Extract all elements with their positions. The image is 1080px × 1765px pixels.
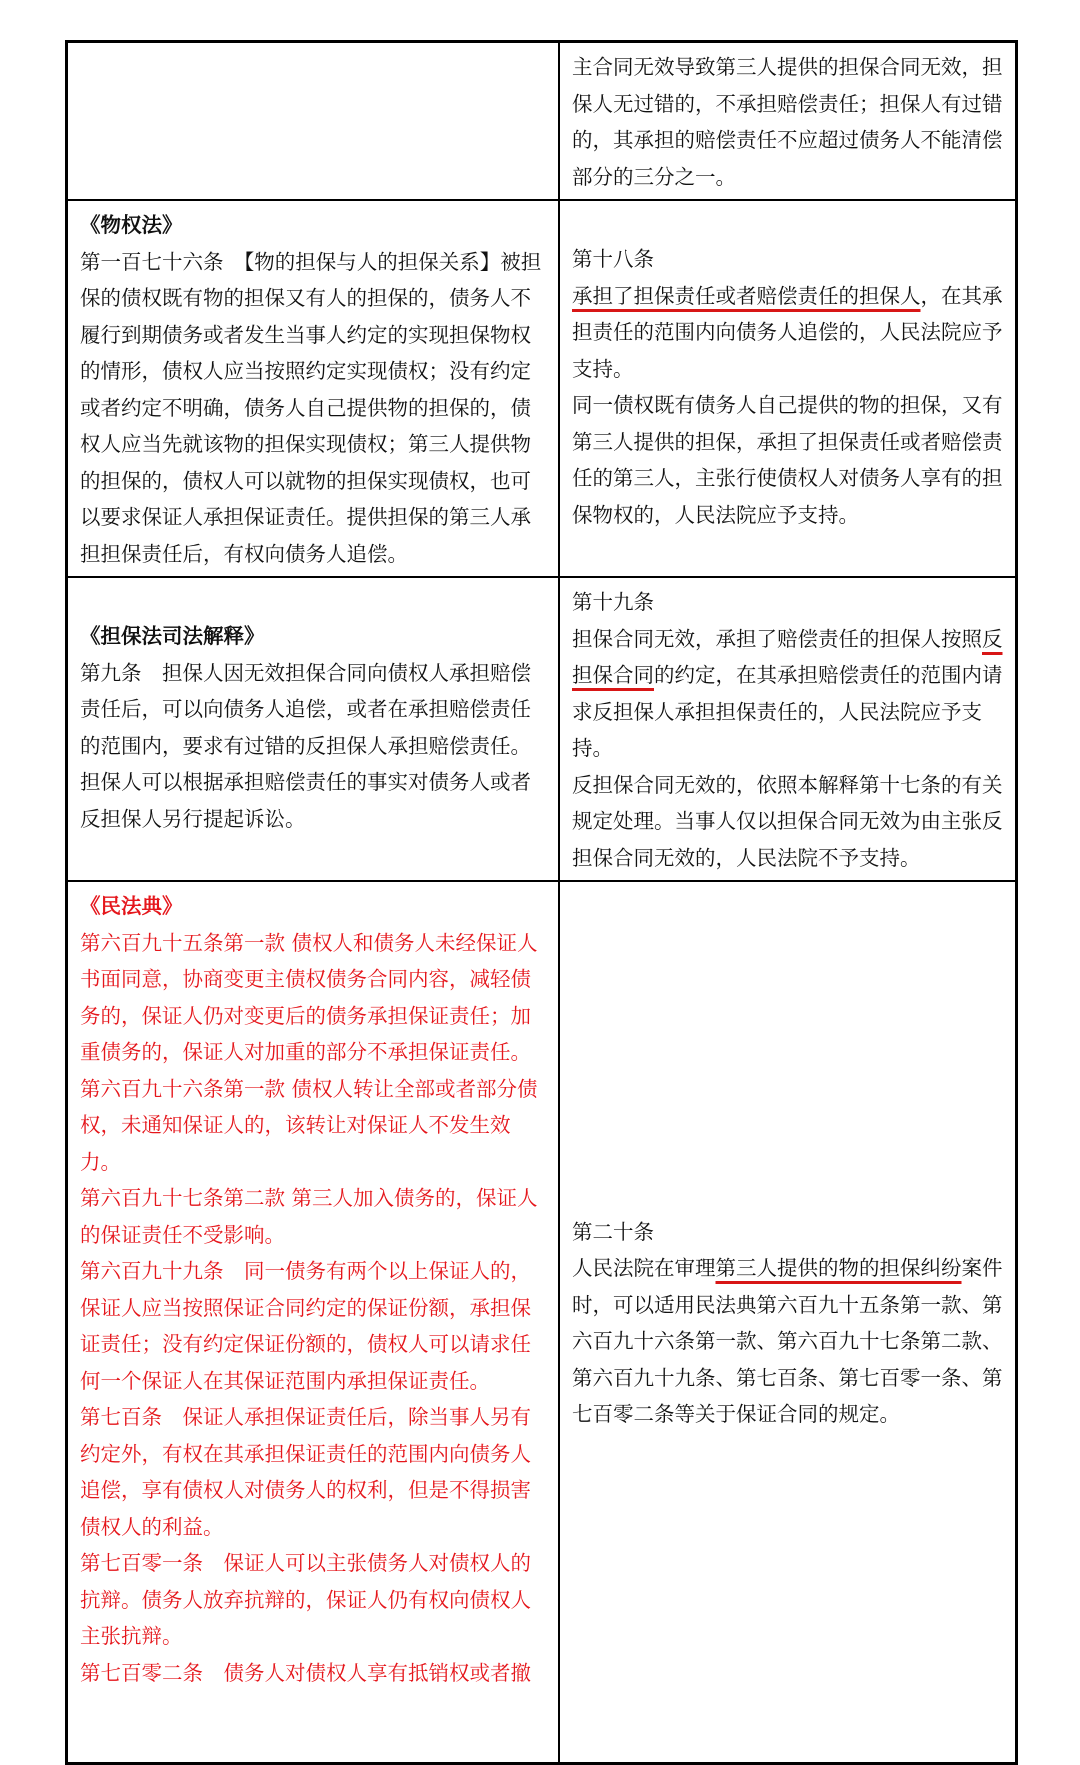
- text-span: 担保合同无效，承担了赔偿责任的担保人按照: [572, 626, 982, 651]
- paragraph: 第七百零一条 保证人可以主张债务人对债权人的抗辩。债务人放弃抗辩的，保证人仍有权向债权人主张抗辩。: [80, 1551, 531, 1648]
- paragraph: 第七百条 保证人承担保证责任后，除当事人另有约定外，有权在其承担保证责任的范围内向债务人追偿，享有债权人对债务人的权利，但是不得损害债权人的利益。: [80, 1405, 531, 1539]
- text-span: 人民法院在审理: [572, 1256, 716, 1280]
- left-cell-empty: [67, 42, 559, 200]
- right-cell: [559, 200, 1016, 577]
- paragraph: 第六百九十七条第二款 第三人加入债务的，保证人的保证责任不受影响。: [80, 1186, 538, 1247]
- table-row: [67, 42, 1016, 200]
- section-title: 《民法典》: [80, 894, 183, 918]
- section-title: 《担保法司法解释》: [80, 624, 265, 648]
- paragraph: 第九条 担保人因无效担保合同向债权人承担赔偿责任后，可以向债务人追偿，或者在承担赔偿责任的范围内，要求有过错的反担保人承担赔偿责任。: [80, 660, 531, 758]
- paragraph: 担保人可以根据承担赔偿责任的事实对债务人或者反担保人另行提起诉讼。: [80, 770, 531, 831]
- paragraph: [572, 621, 1003, 767]
- article-heading: 第十八条: [572, 247, 654, 271]
- paragraph: 主合同无效导致第三人提供的担保合同无效，担保人无过错的，不承担赔偿责任；担保人有过错的，其承担的赔偿责任不应超过债务人不能清偿部分的三分之一。: [572, 55, 1003, 189]
- paragraph: 第七百零二条 债务人对债权人享有抵销权或者撤: [80, 1660, 531, 1685]
- right-cell: [559, 577, 1016, 881]
- left-cell: [67, 577, 559, 881]
- right-cell: [559, 881, 1016, 1763]
- section-title: 《物权法》: [80, 213, 183, 237]
- comparison-table: [65, 40, 1018, 1765]
- underlined-phrase: 承担了担保责任或者赔偿责任的担保人: [572, 283, 921, 308]
- right-cell: [559, 42, 1016, 200]
- article-heading: 第十九条: [572, 590, 654, 614]
- paragraph: [572, 1250, 1003, 1433]
- underlined-phrase: 第三人提供的物的担保纠纷: [715, 1256, 962, 1280]
- article-heading: 第二十条: [572, 1219, 654, 1244]
- text-span: 的约定，在其承担赔偿责任的范围内请求反担保人承担担保责任的，人民法院应予支持。: [572, 663, 1003, 760]
- text-span: ，在其承担责任的范围内向债务人追偿的，人民法院应予支持。: [572, 283, 1003, 381]
- paragraph: 第六百九十九条 同一债务有两个以上保证人的，保证人应当按照保证合同约定的保证份额，承担保证责任；没有约定保证份额的，债权人可以请求任何一个保证人在其保证范围内承担保证责任。: [80, 1259, 531, 1393]
- paragraph: 第六百九十五条第一款 债权人和债务人未经保证人书面同意，协商变更主债权债务合同内容，减轻债务的，保证人仍对变更后的债务承担保证责任；加重债务的，保证人对加重的部分不承担保证责任。: [80, 930, 538, 1064]
- paragraph: 反担保合同无效的，依照本解释第十七条的有关规定处理。当事人仅以担保合同无效为由主张反担保合同无效的，人民法院不予支持。: [572, 772, 1003, 870]
- left-cell: [67, 200, 559, 577]
- text-span: 案件时，可以适用民法典第六百九十五条第一款、第六百九十六条第一款、第六百九十七条第二款、第六百九十九条、第七百条、第七百零一条、第七百零二条等关于保证合同的规定。: [572, 1256, 1003, 1426]
- table-row: [67, 881, 1016, 1763]
- left-cell-red: [67, 881, 559, 1763]
- paragraph: 同一债权既有债务人自己提供的物的担保，又有第三人提供的担保，承担了担保责任或者赔偿责任的第三人，主张行使债权人对债务人享有的担保物权的，人民法院应予支持。: [572, 393, 1003, 527]
- table-row: [67, 200, 1016, 577]
- table-row: [67, 577, 1016, 881]
- paragraph: 第一百七十六条 【物的担保与人的担保关系】被担保的债权既有物的担保又有人的担保的，债务人不履行到期债务或者发生当事人约定的实现担保物权的情形，债权人应当按照约定实现债权；没有约定或者约定不明确，债务人自己提供物的担保的，债权人应当先就该物的担保实现债权；第三人提供物的担保的，债权人可以就物的担保实现债权，也可以要求保证人承担保证责任。提供担保的第三人承担担保责任后，有权向债务人追偿。: [80, 249, 542, 566]
- paragraph: [572, 278, 1003, 388]
- underlined-phrase: 反担保合同: [572, 626, 1003, 687]
- paragraph: 第六百九十六条第一款 债权人转让全部或者部分债权，未通知保证人的，该转让对保证人不发生效力。: [80, 1076, 538, 1174]
